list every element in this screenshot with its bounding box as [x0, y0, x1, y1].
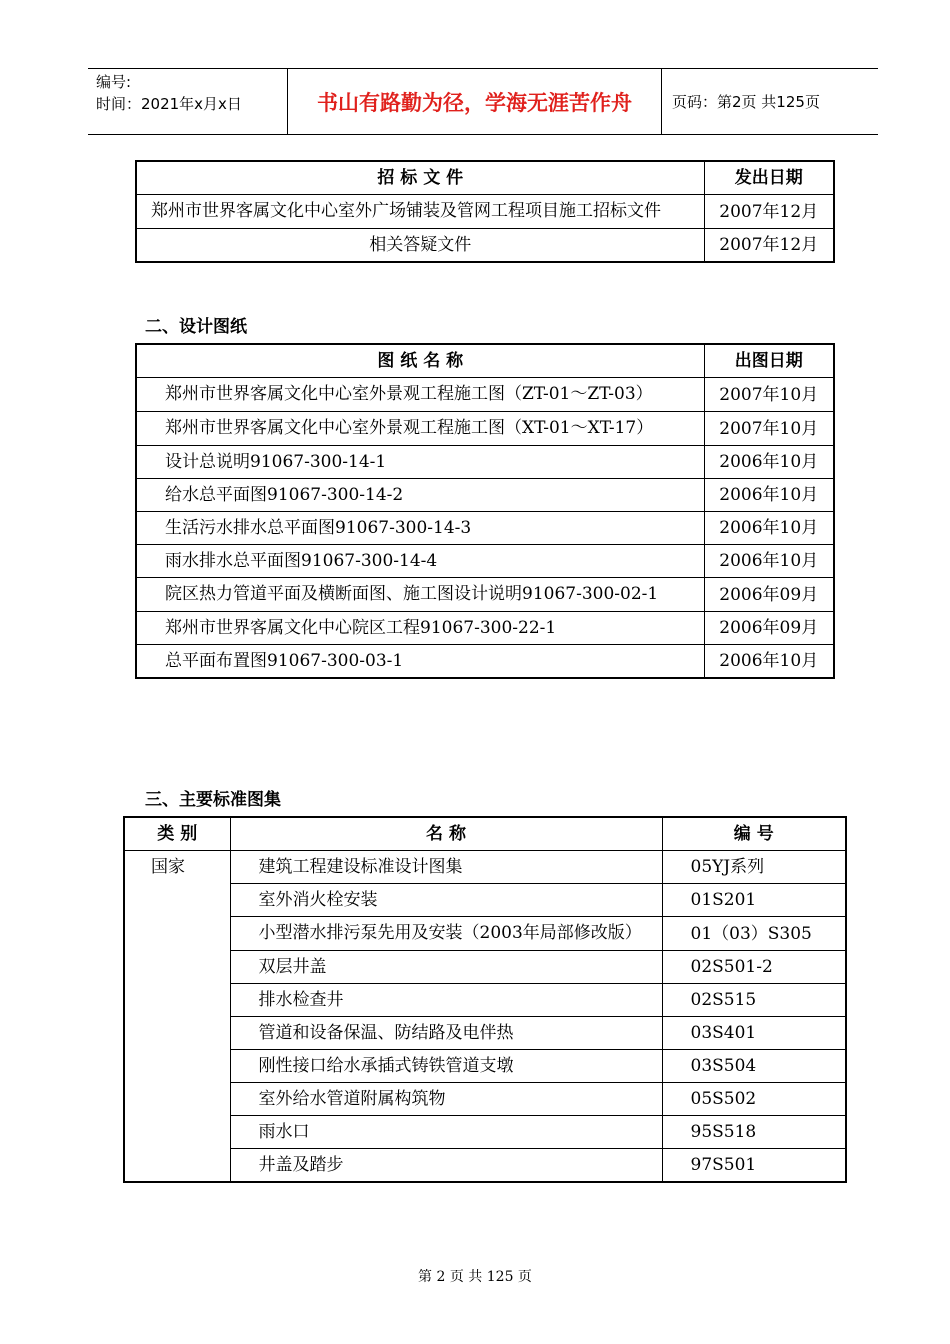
standard-code: 03S504 [662, 1050, 846, 1083]
drawing-name: 院区热力管道平面及横断面图、施工图设计说明91067-300-02-1 [136, 578, 704, 612]
standard-code: 02S501-2 [662, 951, 846, 984]
table-row [136, 645, 834, 679]
table-row [136, 229, 834, 263]
table-row [124, 917, 846, 951]
drawing-date: 2006年10月 [704, 512, 834, 545]
drawing-date: 2006年10月 [704, 479, 834, 512]
header-motto: 书山有路勤为径，学海无涯苦作舟 [288, 69, 662, 134]
doc-date: 2007年12月 [704, 195, 834, 229]
table-header-row [136, 344, 834, 378]
col-header-issue-date: 发出日期 [704, 161, 834, 195]
category-cell: 国家 [124, 851, 230, 1183]
col-header-name: 名 称 [230, 817, 662, 851]
table-row [136, 578, 834, 612]
table-row [136, 195, 834, 229]
standard-name: 小型潜水排污泵先用及安装（2003年局部修改版） [230, 917, 662, 951]
drawing-name: 郑州市世界客属文化中心室外景观工程施工图（XT-01～XT-17） [136, 412, 704, 446]
number-label: 编号: [96, 73, 132, 91]
standard-name: 刚性接口给水承插式铸铁管道支墩 [230, 1050, 662, 1083]
table-row [124, 884, 846, 917]
section-heading-standards: 三、主要标准图集 [145, 790, 281, 810]
page-header [88, 68, 878, 135]
standard-name: 室外给水管道附属构筑物 [230, 1083, 662, 1116]
col-header-drawing-date: 出图日期 [704, 344, 834, 378]
doc-date: 2007年12月 [704, 229, 834, 263]
standard-name: 建筑工程建设标准设计图集 [230, 851, 662, 884]
table-row [124, 1017, 846, 1050]
table-header-row [124, 817, 846, 851]
doc-name: 郑州市世界客属文化中心室外广场铺装及管网工程项目施工招标文件 [136, 195, 704, 229]
standard-code: 95S518 [662, 1116, 846, 1149]
header-page-info: 页码：第2页 共125页 [672, 93, 820, 111]
table-row [136, 412, 834, 446]
table-row [136, 545, 834, 578]
section-heading-drawings: 二、设计图纸 [145, 317, 247, 337]
table-header-row [136, 161, 834, 195]
table-row [124, 951, 846, 984]
drawing-name: 给水总平面图91067-300-14-2 [136, 479, 704, 512]
drawing-date: 2007年10月 [704, 378, 834, 412]
header-meta [88, 69, 288, 134]
drawing-name: 郑州市世界客属文化中心院区工程91067-300-22-1 [136, 612, 704, 645]
standard-code: 03S401 [662, 1017, 846, 1050]
table-row [124, 984, 846, 1017]
drawing-date: 2006年10月 [704, 645, 834, 679]
table-row [124, 1050, 846, 1083]
standard-code: 02S515 [662, 984, 846, 1017]
col-header-document: 招 标 文 件 [136, 161, 704, 195]
drawing-name: 郑州市世界客属文化中心室外景观工程施工图（ZT-01～ZT-03） [136, 378, 704, 412]
drawing-date: 2006年09月 [704, 578, 834, 612]
drawing-name: 雨水排水总平面图91067-300-14-4 [136, 545, 704, 578]
standard-name: 室外消火栓安装 [230, 884, 662, 917]
drawing-date: 2007年10月 [704, 412, 834, 446]
drawing-name: 生活污水排水总平面图91067-300-14-3 [136, 512, 704, 545]
drawing-date: 2006年10月 [704, 545, 834, 578]
bidding-docs-table [135, 160, 835, 263]
page-footer: 第 2 页 共 125 页 [418, 1269, 532, 1285]
standard-name: 雨水口 [230, 1116, 662, 1149]
col-header-category: 类 别 [124, 817, 230, 851]
standards-table [123, 816, 847, 1183]
drawing-date: 2006年09月 [704, 612, 834, 645]
standard-name: 排水检查井 [230, 984, 662, 1017]
table-row [124, 1083, 846, 1116]
time-label: 时间：2021年x月x日 [96, 95, 242, 113]
standard-code: 97S501 [662, 1149, 846, 1183]
table-row [124, 1149, 846, 1183]
table-row [136, 479, 834, 512]
table-row [136, 378, 834, 412]
table-row [124, 1116, 846, 1149]
standard-name: 双层井盖 [230, 951, 662, 984]
drawing-name: 总平面布置图91067-300-03-1 [136, 645, 704, 679]
drawings-table [135, 343, 835, 679]
doc-name: 相关答疑文件 [136, 229, 704, 263]
standard-name: 井盖及踏步 [230, 1149, 662, 1183]
table-row [136, 512, 834, 545]
table-row [136, 612, 834, 645]
table-row [136, 446, 834, 479]
drawing-date: 2006年10月 [704, 446, 834, 479]
standard-code: 01S201 [662, 884, 846, 917]
standard-code: 01（03）S305 [662, 917, 846, 951]
standard-code: 05S502 [662, 1083, 846, 1116]
col-header-drawing-name: 图 纸 名 称 [136, 344, 704, 378]
standard-name: 管道和设备保温、防结路及电伴热 [230, 1017, 662, 1050]
col-header-code: 编 号 [662, 817, 846, 851]
standard-code: 05YJ系列 [662, 851, 846, 884]
drawing-name: 设计总说明91067-300-14-1 [136, 446, 704, 479]
table-row [124, 851, 846, 884]
